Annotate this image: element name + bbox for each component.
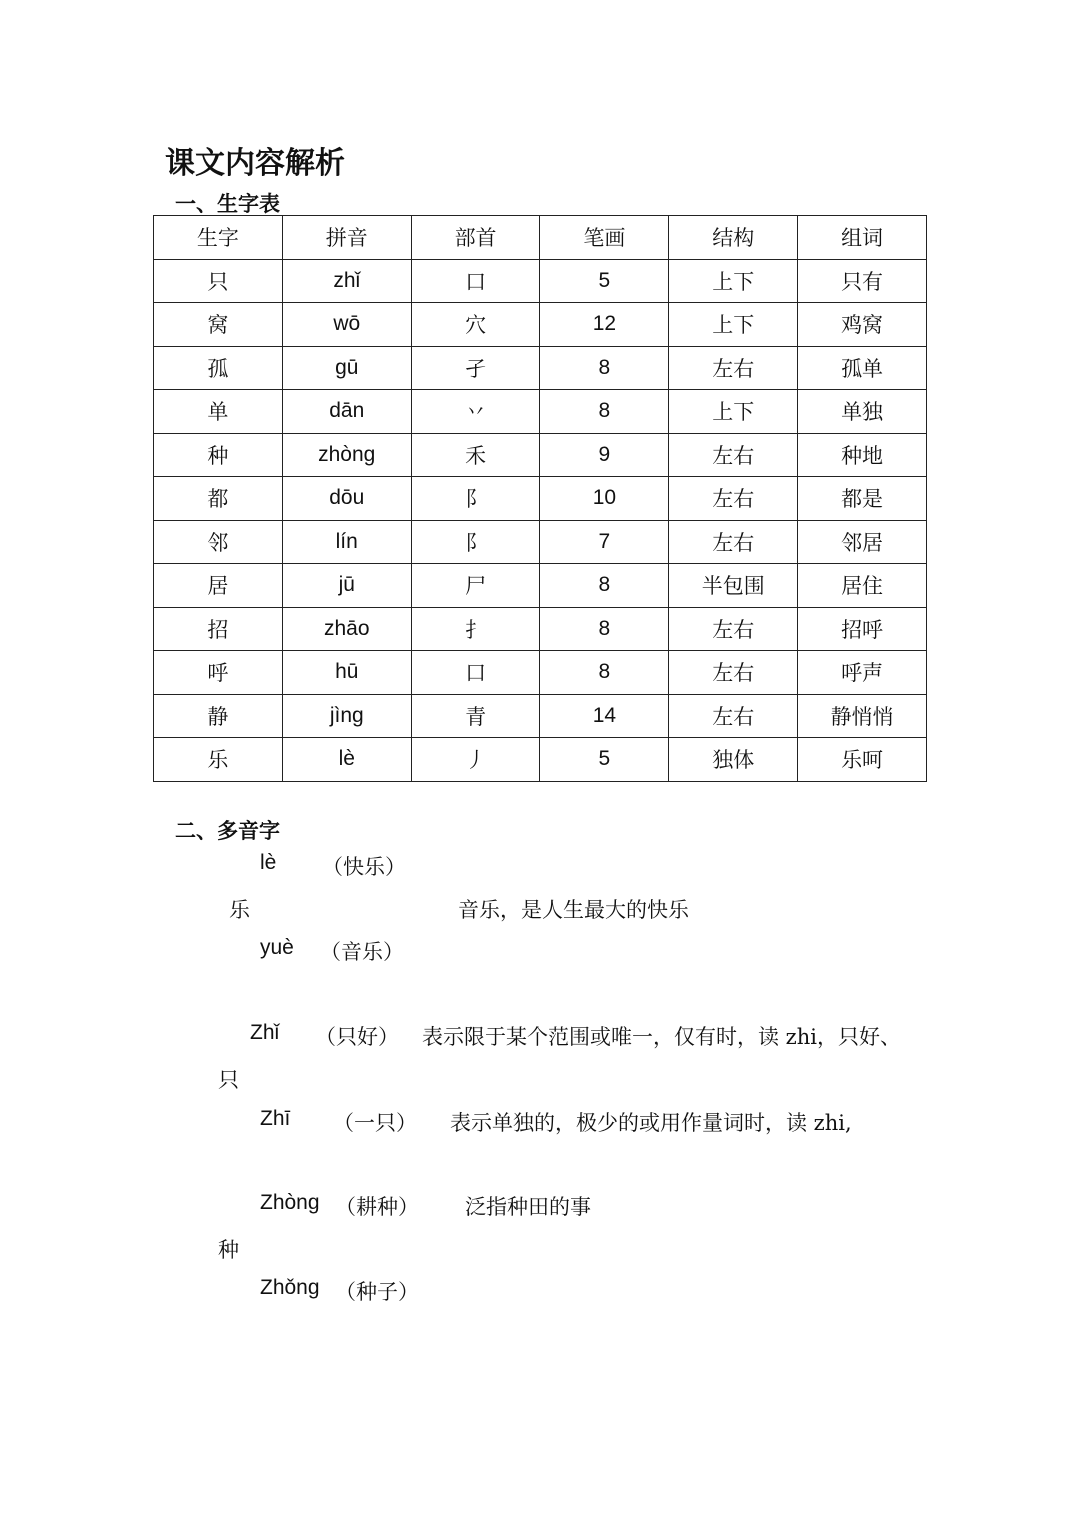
table-row — [154, 433, 927, 477]
table-cell: 种 — [154, 433, 283, 477]
table-cell: 8 — [540, 564, 669, 608]
table-cell: 单 — [154, 390, 283, 434]
table-cell: 只有 — [798, 259, 927, 303]
table-cell: 丿 — [411, 738, 540, 782]
column-header: 拼音 — [282, 216, 411, 260]
table-cell: 左右 — [669, 520, 798, 564]
table-cell: 都是 — [798, 477, 927, 521]
table-cell: 单独 — [798, 390, 927, 434]
table-cell: 8 — [540, 607, 669, 651]
table-cell: 邻居 — [798, 520, 927, 564]
table-cell: zhāo — [282, 607, 411, 651]
table-cell: 口 — [411, 259, 540, 303]
column-header: 结构 — [669, 216, 798, 260]
table-cell: 穴 — [411, 303, 540, 347]
table-row — [154, 651, 927, 695]
table-cell: 鸡窝 — [798, 303, 927, 347]
table-cell: 5 — [540, 259, 669, 303]
table-cell: 12 — [540, 303, 669, 347]
table-cell: 8 — [540, 346, 669, 390]
table-cell: 乐 — [154, 738, 283, 782]
table-cell: 左右 — [669, 477, 798, 521]
table-cell: 8 — [540, 651, 669, 695]
table-row — [154, 607, 927, 651]
table-cell: 呼 — [154, 651, 283, 695]
usage-note: 泛指种田的事 — [465, 1195, 591, 1219]
table-cell: 只 — [154, 259, 283, 303]
table-cell: 上下 — [669, 390, 798, 434]
table-cell: dān — [282, 390, 411, 434]
table-cell: 都 — [154, 477, 283, 521]
table-cell: 上下 — [669, 259, 798, 303]
table-header-row — [154, 216, 927, 260]
table-row — [154, 564, 927, 608]
polyphone-char: 乐 — [229, 898, 250, 922]
table-cell: wō — [282, 303, 411, 347]
table-cell: 9 — [540, 433, 669, 477]
table-row — [154, 303, 927, 347]
table-cell: 居 — [154, 564, 283, 608]
table-cell: 独体 — [669, 738, 798, 782]
table-cell: 阝 — [411, 520, 540, 564]
table-cell: 左右 — [669, 651, 798, 695]
character-table — [153, 215, 927, 782]
pinyin-reading: Zhī — [260, 1107, 291, 1130]
table-cell: gū — [282, 346, 411, 390]
table-cell: 半包围 — [669, 564, 798, 608]
table-cell: 10 — [540, 477, 669, 521]
table-cell: 扌 — [411, 607, 540, 651]
table-cell: 14 — [540, 694, 669, 738]
table-cell: 居住 — [798, 564, 927, 608]
table-row — [154, 520, 927, 564]
section-heading-char-table: 一、生字表 — [175, 192, 280, 216]
usage-note: 表示限于某个范围或唯一，仅有时，读 zhi，只好、 — [422, 1025, 901, 1049]
table-row — [154, 346, 927, 390]
column-header: 部首 — [411, 216, 540, 260]
example-word: （快乐） — [322, 855, 406, 879]
pinyin-reading: yuè — [260, 936, 294, 959]
table-cell: 邻 — [154, 520, 283, 564]
example-word: （耕种） — [335, 1195, 419, 1219]
pinyin-reading: Zhǐ — [250, 1021, 280, 1044]
example-word: （音乐） — [320, 940, 404, 964]
polyphone-char: 种 — [218, 1238, 239, 1262]
pinyin-reading: Zhòng — [260, 1191, 320, 1214]
table-cell: 招 — [154, 607, 283, 651]
table-cell: jìng — [282, 694, 411, 738]
table-cell: 丷 — [411, 390, 540, 434]
table-cell: 左右 — [669, 607, 798, 651]
table-cell: 静悄悄 — [798, 694, 927, 738]
pinyin-reading: Zhǒng — [260, 1276, 320, 1299]
table-cell: 青 — [411, 694, 540, 738]
example-word: （只好） — [315, 1025, 399, 1049]
table-cell: 7 — [540, 520, 669, 564]
table-cell: 阝 — [411, 477, 540, 521]
table-cell: 窝 — [154, 303, 283, 347]
table-row — [154, 259, 927, 303]
table-row — [154, 390, 927, 434]
table-cell: 呼声 — [798, 651, 927, 695]
table-body — [154, 259, 927, 781]
table-cell: 禾 — [411, 433, 540, 477]
table-cell: 口 — [411, 651, 540, 695]
table-row — [154, 694, 927, 738]
table-cell: 上下 — [669, 303, 798, 347]
table-cell: jū — [282, 564, 411, 608]
table-cell: hū — [282, 651, 411, 695]
example-sentence: 音乐，是人生最大的快乐 — [458, 898, 689, 922]
table-cell: 招呼 — [798, 607, 927, 651]
section-heading-polyphones: 二、多音字 — [175, 819, 280, 843]
table-cell: zhǐ — [282, 259, 411, 303]
table-cell: 乐呵 — [798, 738, 927, 782]
table-cell: 左右 — [669, 694, 798, 738]
table-cell: lè — [282, 738, 411, 782]
table-cell: 5 — [540, 738, 669, 782]
table-row — [154, 738, 927, 782]
pinyin-reading: lè — [260, 851, 277, 874]
table-cell: 种地 — [798, 433, 927, 477]
polyphone-char: 只 — [218, 1068, 239, 1092]
example-word: （一只） — [333, 1111, 417, 1135]
table-cell: lín — [282, 520, 411, 564]
example-word: （种子） — [335, 1280, 419, 1304]
page-title: 课文内容解析 — [165, 146, 345, 181]
column-header: 生字 — [154, 216, 283, 260]
table-cell: 静 — [154, 694, 283, 738]
table-cell: dōu — [282, 477, 411, 521]
table-cell: 尸 — [411, 564, 540, 608]
table-cell: 孑 — [411, 346, 540, 390]
table-cell: zhòng — [282, 433, 411, 477]
table-cell: 孤 — [154, 346, 283, 390]
usage-note: 表示单独的，极少的或用作量词时，读 zhi, — [450, 1111, 852, 1135]
table-cell: 左右 — [669, 346, 798, 390]
table-cell: 8 — [540, 390, 669, 434]
table-cell: 孤单 — [798, 346, 927, 390]
column-header: 笔画 — [540, 216, 669, 260]
table-row — [154, 477, 927, 521]
table-cell: 左右 — [669, 433, 798, 477]
column-header: 组词 — [798, 216, 927, 260]
